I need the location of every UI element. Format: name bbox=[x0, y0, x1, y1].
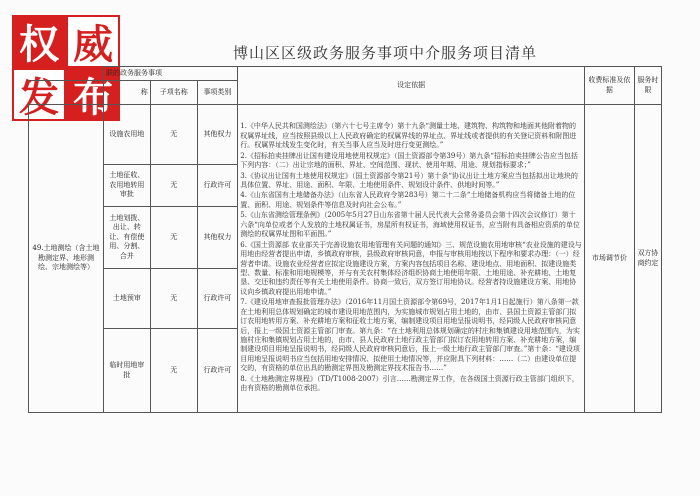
stamp-char: 布 bbox=[66, 68, 120, 121]
basis-paragraph: 6.《国土资源部 农业部关于完善设施农用地管理有关问题的通知》三、规范设施农用地审核“农业设施的建设与用地由经营者提出申请，乡镇政府审核，县级政府审核同意，申报与审核用地按以下程序和要求办理：（一）经营者申请。设施农业经营者应拟定设施建设方案，方案内容包括项目名称、建设地点、用地面积、拟建设施类型、数量、标准和用地规模等，并与有关农村集体经济组织协商土地使用年限、土地用途、补充耕地、土地复垦、交还和违约责任等有关土地使用条件。协商一致后，双方签订用地协议。经营者持设施建设方案、用地协议向乡镇政府提出用地申请。” bbox=[240, 240, 582, 296]
page-title: 博山区区级政务服务事项中介服务项目清单 bbox=[232, 44, 537, 62]
item-name: 土地划拨、出让、转让、有偿使用、分割、合并 bbox=[103, 207, 150, 269]
header-period: 服务时限 bbox=[634, 67, 661, 105]
stamp-char: 威 bbox=[66, 15, 120, 68]
item-category: 其他权力 bbox=[197, 105, 238, 165]
basis-paragraph: 3.《协议出让国有土地使用权规定》（国土资源部令第21号）第十条“协议出让土地方案应当包括拟出让地块的具体位置、界址、用途、面积、年限、土地使用条件、规划设计条件、供地时间等。” bbox=[240, 171, 578, 189]
item-category: 行政许可 bbox=[197, 269, 238, 329]
header-basis: 设定依据 bbox=[238, 67, 585, 105]
item-name: 临时用地审批 bbox=[103, 329, 150, 413]
header-name: 称 bbox=[103, 81, 150, 105]
stamp-char: 发 bbox=[12, 68, 66, 121]
header-blank bbox=[29, 67, 104, 81]
basis-paragraph: 2.《招标拍卖挂牌出让国有建设用地使用权规定》（国土资源部令第39号）第九条“招标拍卖挂牌公告应当包括下列内容：（二）出让宗地的面积、界址、空间范围、现状、使用年期、用途、规划指标要求；” bbox=[240, 151, 578, 170]
header-fee: 收费标准及依据 bbox=[584, 67, 634, 105]
basis-cell bbox=[238, 105, 585, 413]
header-related-items: 联的政务服务事项 bbox=[103, 67, 237, 81]
basis-paragraph: 1.《中华人民共和国测绘法》（第六十七号主席令）第十九条“测量土地、建筑物、构筑物和地面其他附着物的权属界址线，应当按照县级以上人民政府确定的权属界线的界址点、界址线或者提供的有关登记资料和附图进行。权属界址线发生变化时，有关当事人应当及时进行变更测绘。” bbox=[240, 122, 577, 150]
header-blank bbox=[29, 81, 104, 105]
item-name: 土地预审 bbox=[103, 269, 150, 329]
basis-paragraph: 4.《山东省国有土地储备办法》（山东省人民政府令第283号）第二十二条“土地储备机构应当将储备土地的位置、面积、用途、规划条件等信息及时向社会公布。” bbox=[240, 191, 576, 209]
item-category: 行政许可 bbox=[197, 329, 238, 413]
sub-item: 无 bbox=[150, 105, 197, 165]
header-category: 事项类别 bbox=[197, 81, 238, 105]
fee-cell: 市场调节价 bbox=[584, 105, 634, 413]
stamp-char: 权 bbox=[12, 15, 66, 68]
period-cell: 双方协商约定 bbox=[634, 105, 661, 413]
item-category: 其他权力 bbox=[197, 207, 238, 269]
main-item-cell: 49.土地测绘（含土地勘测定界、地形测绘、宗地测绘等） bbox=[29, 105, 104, 413]
service-list-table bbox=[28, 66, 662, 413]
basis-paragraph: 5.《山东省测绘管理条例》（2005年5月27日山东省第十届人民代表大会常务委员会第十四次会议修订）第十六条“向单位或者个人发放的土地权属证书，房屋所有权证书，海域使用权证书，应当附有具备相应资质的单位测绘的权属界址图和平面图。” bbox=[240, 211, 580, 239]
item-category: 行政许可 bbox=[197, 165, 238, 207]
basis-paragraph: 8.《土地勘测定界规程》（TD/T1008-2007）引言……勘测定界工作，在各级国土资源行政主管部门组织下，由有资格的勘测单位承担。 bbox=[240, 374, 579, 393]
sub-item: 无 bbox=[150, 269, 197, 329]
item-name: 土地征收、农用地转用审批 bbox=[103, 165, 150, 207]
basis-paragraph: 7.《建设用地审查报批管理办法》（2016年11月国土资源部令第69号，2017年1月1日起施行）第八条第一款在土地利用总体规划确定的城市建设用地范围内，为实施城市规划占用土地的，由市、县国土资源主管部门拟订农用地转用方案、补充耕地方案和征收土地方案，编制建设项目用地呈报说明书，经同级人民政府审核同意后，报上一级国土资源主管部门审查。第九条：“在土地利用总体规划确定的村庄和集镇建设用地范围内，为实施村庄和集镇规划占用土地的，由市、县人民政府土地行政主管部门拟订农用地转用方案、补充耕地方案，编制建设项目用地呈报说明书，经同级人民政府审核同意后，报上一级土地行政主管部门审查。”第十条：“建设项目用地呈报说明书应当包括用地安排情况、拟使用土地情况等，并应附具下列材料：……（二）由建设单位提交的，有资格的单位出具的勘测定界图及勘测定界技术报告书……” bbox=[240, 298, 580, 373]
item-name: 设施农用地 bbox=[103, 105, 150, 165]
sub-item: 无 bbox=[150, 165, 197, 207]
sub-item: 无 bbox=[150, 329, 197, 413]
sub-item: 无 bbox=[150, 207, 197, 269]
header-subitem: 子项名称 bbox=[150, 81, 197, 105]
